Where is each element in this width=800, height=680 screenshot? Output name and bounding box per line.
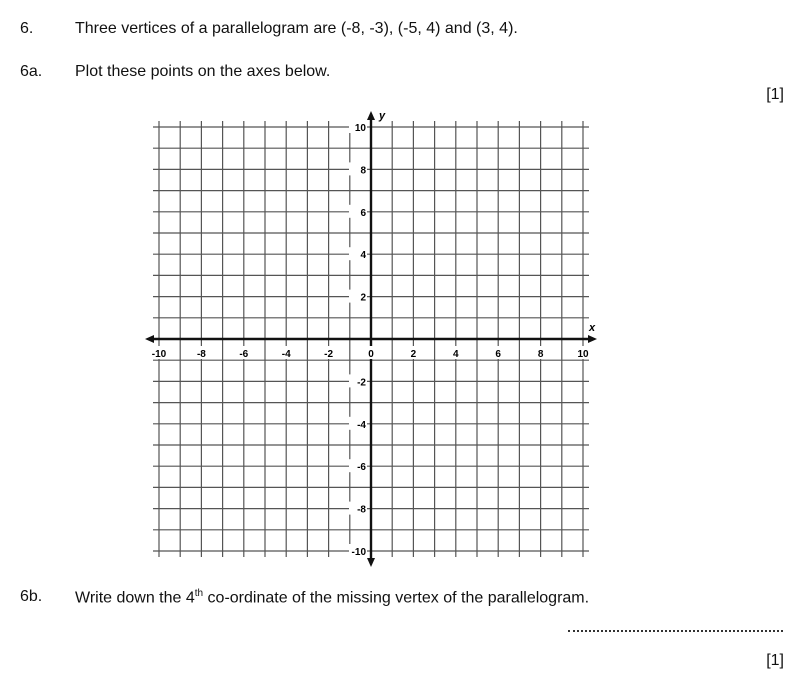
y-tick-label: -4: [357, 419, 366, 431]
x-tick-label: -4: [281, 349, 291, 360]
question-6b-number: 6b.: [20, 588, 43, 605]
question-6a-text: Plot these points on the axes below.: [75, 63, 331, 80]
y-tick-label: -10: [351, 547, 366, 558]
x-tick-label: 8: [537, 349, 544, 360]
x-tick-label: 10: [577, 349, 589, 360]
x-tick-label: 2: [410, 349, 417, 360]
y-axis-arrow-down: [367, 558, 375, 567]
x-tick-label: -10: [151, 349, 167, 360]
y-tick-label: 10: [354, 123, 366, 134]
question-6b-text-after: co-ordinate of the missing vertex of the parallelogram.: [203, 589, 590, 607]
x-tick-label: 6: [495, 349, 501, 360]
question-6b-marks: [1]: [766, 652, 784, 669]
y-tick-label: 4: [360, 250, 366, 262]
x-tick-label: 0: [368, 349, 374, 360]
answer-line[interactable]: [568, 630, 783, 632]
x-tick-label: 4: [453, 349, 459, 360]
y-tick-label: 8: [360, 165, 366, 177]
x-tick-label: -2: [324, 349, 334, 360]
x-tick-label: -8: [196, 349, 206, 360]
question-6b-text: [75, 588, 589, 607]
y-axis-arrow-up: [367, 111, 375, 120]
x-axis-label: x: [589, 322, 596, 334]
question-6a-number: 6a.: [20, 63, 43, 80]
y-tick-label: -8: [357, 504, 366, 516]
y-tick-label: -2: [357, 377, 366, 389]
y-tick-label: 6: [360, 207, 366, 219]
x-axis-arrow-left: [145, 335, 154, 343]
y-tick-label: -6: [357, 462, 366, 474]
x-axis-arrow-right: [588, 335, 597, 343]
x-tick-label: -6: [239, 349, 249, 360]
question-6-number: 6.: [20, 20, 34, 37]
y-tick-label: 2: [360, 292, 366, 304]
question-6b-text-before: Write down the 4: [75, 589, 195, 607]
y-axis-label: y: [379, 110, 386, 122]
question-6b-superscript: th: [194, 588, 204, 599]
question-6a-marks: [1]: [766, 86, 784, 103]
question-6-text: Three vertices of a parallelogram are (-8, -3), (-5, 4) and (3, 4).: [75, 20, 518, 37]
